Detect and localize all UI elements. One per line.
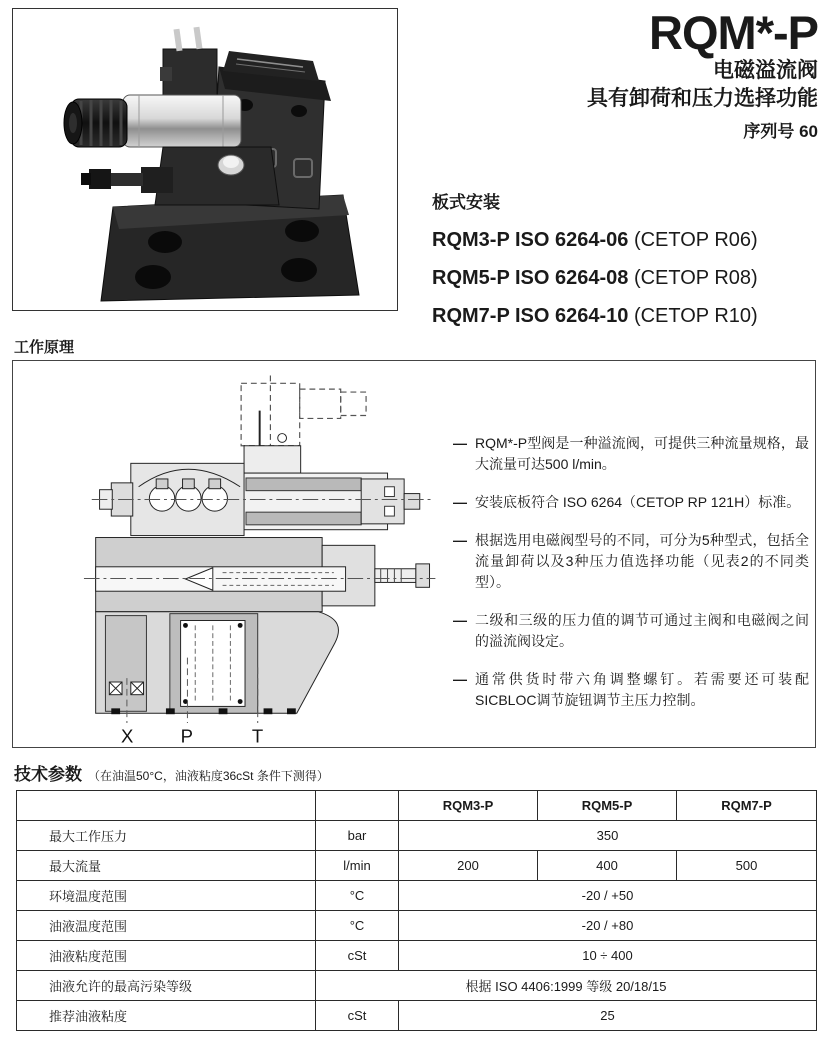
spec-unit: l/min — [316, 851, 399, 881]
table-row — [17, 851, 817, 881]
product-photo — [13, 9, 397, 310]
spec-unit: cSt — [316, 1001, 399, 1031]
spec-value: 400 — [538, 851, 677, 881]
spec-value: -20 / +50 — [399, 881, 817, 911]
spec-label: 最大流量 — [17, 851, 316, 881]
column-header — [17, 791, 316, 821]
bullet-dash: — — [453, 435, 467, 451]
model-list — [432, 229, 758, 328]
subtitle-line2: 具有卸荷和压力选择功能 — [587, 86, 818, 110]
model-code: RQM3-P ISO 6264-06 — [432, 229, 634, 251]
bullet-text: 通常供货时带六角调整螺钉。若需要还可装配SICBLOC调节旋钮调节主压力控制。 — [475, 671, 809, 708]
bullet-text: 根据选用电磁阀型号的不同，可分为5种型式，包括全流量卸荷以及3种压力值选择功能（见表2的不同类型）。 — [475, 532, 809, 590]
model-cetop: (CETOP R06) — [633, 229, 758, 251]
feature-item — [453, 669, 809, 711]
feature-list — [453, 433, 809, 728]
bullet-text: RQM*-P型阀是一种溢流阀，可提供三种流量规格，最大流量可达500 l/min。 — [475, 435, 809, 472]
page-title: RQM*-P — [649, 6, 818, 59]
spec-label: 油液粘度范围 — [17, 941, 316, 971]
mounting-block — [432, 188, 758, 343]
model-code: RQM7-P ISO 6264-10 — [432, 305, 634, 327]
table-header-row — [17, 791, 817, 821]
feature-item — [453, 530, 809, 593]
bullet-text: 安装底板符合 ISO 6264（CETOP RP 121H）标准。 — [475, 494, 801, 510]
tech-specs-title: 技术参数 — [14, 765, 82, 784]
product-photo-frame — [12, 8, 398, 311]
table-row — [17, 911, 817, 941]
spec-value: 10 ÷ 400 — [399, 941, 817, 971]
bullet-dash: — — [453, 671, 467, 687]
working-principle-box — [12, 360, 816, 748]
table-row — [17, 1001, 817, 1031]
spec-label: 最大工作压力 — [17, 821, 316, 851]
model-line — [432, 305, 758, 328]
table-row — [17, 881, 817, 911]
spec-unit: °C — [316, 911, 399, 941]
spec-value: 350 — [399, 821, 817, 851]
model-cetop: (CETOP R10) — [633, 305, 758, 327]
port-label-t: T — [251, 725, 264, 747]
model-line — [432, 229, 758, 252]
feature-item — [453, 433, 809, 475]
feature-item — [453, 492, 809, 513]
column-header — [316, 791, 399, 821]
spec-label: 推荐油液粘度 — [17, 1001, 316, 1031]
subtitle-line1: 电磁溢流阀 — [713, 59, 818, 83]
bullet-dash: — — [453, 494, 467, 510]
spec-value: 根据 ISO 4406:1999 等级 20/18/15 — [316, 971, 817, 1001]
spec-value: 500 — [677, 851, 817, 881]
table-row — [17, 821, 817, 851]
series-number: 序列号 60 — [743, 121, 818, 141]
table-row — [17, 971, 817, 1001]
column-header: RQM5-P — [538, 791, 677, 821]
spec-unit: °C — [316, 881, 399, 911]
model-code: RQM5-P ISO 6264-08 — [432, 267, 634, 289]
tech-specs-note: （在油温50°C，油液粘度36cSt 条件下测得） — [88, 769, 329, 783]
feature-item — [453, 610, 809, 652]
spec-label: 油液温度范围 — [17, 911, 316, 941]
table-row — [17, 941, 817, 971]
port-label-p: P — [180, 725, 193, 747]
model-line — [432, 267, 758, 290]
spec-value: -20 / +80 — [399, 911, 817, 941]
mounting-type-label: 板式安装 — [432, 193, 500, 212]
spec-label: 环境温度范围 — [17, 881, 316, 911]
title-block — [587, 8, 818, 142]
model-cetop: (CETOP R08) — [633, 267, 758, 289]
spec-value: 200 — [399, 851, 538, 881]
bullet-dash: — — [453, 612, 467, 628]
column-header: RQM7-P — [677, 791, 817, 821]
working-principle-heading: 工作原理 — [14, 339, 75, 356]
bullet-text: 二级和三级的压力值的调节可通过主阀和电磁阀之间的溢流阀设定。 — [475, 612, 809, 649]
column-header: RQM3-P — [399, 791, 538, 821]
spec-label: 油液允许的最高污染等级 — [17, 971, 316, 1001]
cross-section-diagram — [41, 369, 451, 749]
spec-value: 25 — [399, 1001, 817, 1031]
tech-specs-table — [16, 790, 817, 1031]
bullet-dash: — — [453, 532, 467, 548]
tech-specs-heading — [14, 760, 329, 785]
spec-unit: bar — [316, 821, 399, 851]
port-label-x: X — [121, 725, 134, 747]
spec-unit: cSt — [316, 941, 399, 971]
